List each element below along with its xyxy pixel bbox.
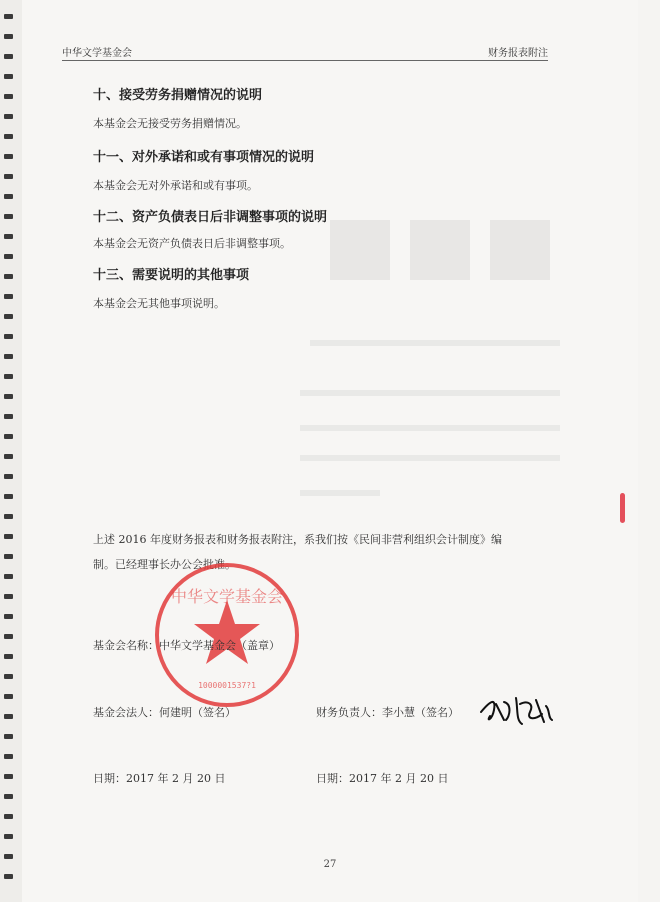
spiral-binding (0, 0, 22, 902)
binding-ring (4, 674, 13, 679)
section-body: 本基金会无对外承诺和或有事项。 (93, 179, 258, 192)
binding-ring (4, 214, 13, 219)
binding-ring (4, 94, 13, 99)
binding-ring (4, 174, 13, 179)
binding-ring (4, 154, 13, 159)
handwritten-signature (476, 690, 556, 730)
binding-ring (4, 334, 13, 339)
page-header (62, 44, 548, 61)
section-heading: 十、接受劳务捐赠情况的说明 (93, 88, 263, 103)
binding-ring (4, 874, 13, 879)
official-seal (152, 560, 302, 710)
binding-ring (4, 794, 13, 799)
date-right: 日期：2017 年 2 月 20 日 (316, 772, 449, 785)
page-number: 27 (323, 859, 337, 870)
binding-ring (4, 754, 13, 759)
binding-ring (4, 454, 13, 459)
binding-ring (4, 234, 13, 239)
binding-ring (4, 294, 13, 299)
date-left: 日期：2017 年 2 月 20 日 (93, 772, 226, 785)
binding-ring (4, 414, 13, 419)
statement-line: 上述 2016 年度财务报表和财务报表附注，系我们按《民间非营利组织会计制度》编 (93, 533, 502, 546)
binding-ring (4, 534, 13, 539)
red-ink-mark (620, 493, 625, 523)
binding-ring (4, 734, 13, 739)
header-org-name: 中华文学基金会 (62, 48, 132, 59)
binding-ring (4, 654, 13, 659)
section-body: 本基金会无接受劳务捐赠情况。 (93, 117, 247, 130)
legal-representative-line: 基金会法人：何建明（签名） (93, 706, 236, 719)
binding-ring (4, 574, 13, 579)
binding-ring (4, 474, 13, 479)
binding-ring (4, 254, 13, 259)
binding-ring (4, 834, 13, 839)
section-heading: 十三、需要说明的其他事项 (93, 268, 250, 283)
binding-ring (4, 694, 13, 699)
binding-ring (4, 634, 13, 639)
seal-text: 中华文学基金会 (170, 587, 284, 606)
statement-line: 制。已经理事长办公会批准。 (93, 558, 236, 571)
binding-ring (4, 774, 13, 779)
binding-ring (4, 514, 13, 519)
binding-ring (4, 614, 13, 619)
binding-ring (4, 354, 13, 359)
binding-ring (4, 274, 13, 279)
binding-ring (4, 114, 13, 119)
binding-ring (4, 434, 13, 439)
header-section: 财务报表附注 (488, 48, 548, 59)
binding-ring (4, 714, 13, 719)
binding-ring (4, 54, 13, 59)
binding-ring (4, 14, 13, 19)
binding-ring (4, 554, 13, 559)
finance-head-line: 财务负责人：李小慧（签名） (316, 706, 459, 719)
binding-ring (4, 814, 13, 819)
binding-ring (4, 594, 13, 599)
binding-ring (4, 34, 13, 39)
binding-ring (4, 374, 13, 379)
binding-ring (4, 134, 13, 139)
section-heading: 十二、资产负债表日后非调整事项的说明 (93, 210, 328, 225)
binding-ring (4, 494, 13, 499)
binding-ring (4, 314, 13, 319)
binding-ring (4, 74, 13, 79)
section-heading: 十一、对外承诺和或有事项情况的说明 (93, 150, 315, 165)
section-body: 本基金会无其他事项说明。 (93, 297, 225, 310)
section-body: 本基金会无资产负债表日后非调整事项。 (93, 237, 291, 250)
binding-ring (4, 394, 13, 399)
foundation-name-line: 基金会名称：中华文学基金会（盖章） (93, 639, 280, 652)
binding-ring (4, 194, 13, 199)
seal-number: 1000001537?1 (198, 681, 256, 690)
